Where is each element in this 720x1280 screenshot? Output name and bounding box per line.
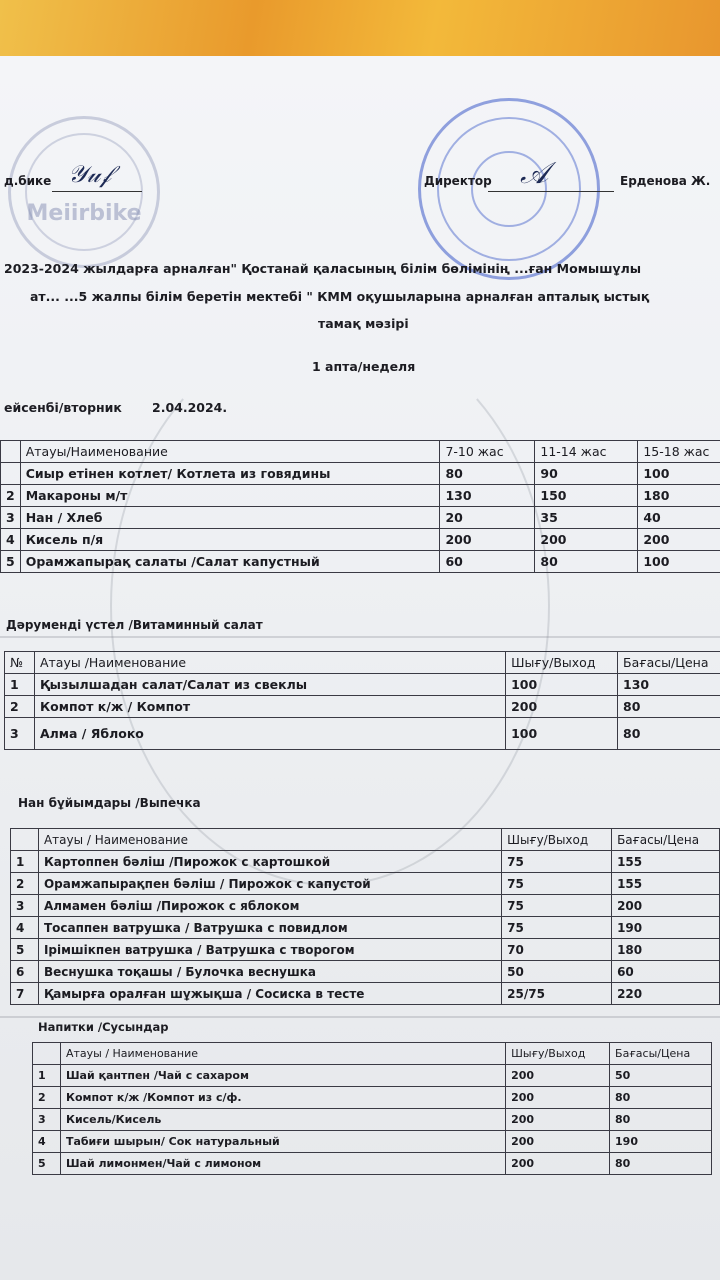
week-label: 1 апта/неделя: [312, 359, 416, 374]
table-row: 6 Веснушка тоқашы / Булочка веснушка 50 60: [11, 961, 720, 983]
table-row: 1 Картоппен бәліш /Пирожок с картошкой 75 155: [11, 851, 720, 873]
date-label: 2.04.2024.: [152, 400, 228, 415]
fold-line: [0, 1016, 720, 1018]
bakery-title: Нан бұйымдары /Выпечка: [18, 796, 201, 810]
table-header-row: Атауы / Наименование Шығу/Выход Бағасы/Цена: [33, 1043, 712, 1065]
table-row: 5 Ірімшікпен ватрушка / Ватрушка с творогом 70 180: [11, 939, 720, 961]
bakery-table: [10, 828, 720, 1005]
table-row: Сиыр етінен котлет/ Котлета из говядины 80 90 100: [1, 463, 720, 485]
title-line-2: ат... ...5 жалпы білім беретін мектебі " КММ оқушыларына арналған апталық ыстық: [30, 289, 650, 304]
drinks-title: Напитки /Сусындар: [38, 1020, 169, 1034]
left-stamp: Meiirbike: [8, 116, 160, 268]
director-name: Ерденова Ж.: [620, 174, 711, 188]
drinks-table: [32, 1042, 712, 1175]
title-line-1: 2023-2024 жылдарға арналған" Қостанай қаласының білім бөлімінің ...ған Момышұлы: [4, 261, 642, 276]
table-row: 7 Қамырға оралған шұжықша / Сосиска в тесте 25/75 220: [11, 983, 720, 1005]
table-row: 5 Шай лимонмен/Чай с лимоном 200 80: [33, 1153, 712, 1175]
vitamin-table: [4, 651, 720, 750]
table-row: 2 Орамжапырақпен бәліш / Пирожок с капустой 75 155: [11, 873, 720, 895]
table-row: 3 Алмамен бәліш /Пирожок с яблоком 75 200: [11, 895, 720, 917]
table-header-row: № Атауы /Наименование Шығу/Выход Бағасы/Цена: [5, 652, 720, 674]
vitamin-title: Дәрумендi үстел /Витаминный салат: [6, 618, 263, 632]
director-label: Директор: [424, 174, 492, 188]
table-row: 2 Компот к/ж / Компот 200 80: [5, 696, 720, 718]
title-line-3: тамақ мәзірі: [318, 316, 409, 331]
left-signature: 𝒴𝓊𝒻: [68, 160, 112, 188]
menu-sheet: [0, 56, 720, 1280]
table-row: 1 Қызылшадан салат/Салат из свеклы 100 130: [5, 674, 720, 696]
table-header-row: Атауы/Наименование 7-10 жас 11-14 жас 15-18 жас: [1, 441, 720, 463]
table-row: 4 Табиғи шырын/ Сок натуральный 200 190: [33, 1131, 712, 1153]
table-row: 4 Тосаппен ватрушка / Ватрушка с повидлом 75 190: [11, 917, 720, 939]
table-row: 3 Нан / Хлеб 20 35 40: [1, 507, 720, 529]
table-row: 1 Шай қантпен /Чай с сахаром 200 50: [33, 1065, 712, 1087]
main-menu-table: [0, 440, 720, 573]
table-row: 2 Макароны м/т 130 150 180: [1, 485, 720, 507]
director-signature: 𝒜: [520, 156, 549, 191]
day-label: ейсенбі/вторник: [4, 400, 122, 415]
table-row: 2 Компот к/ж /Компот из с/ф. 200 80: [33, 1087, 712, 1109]
table-row: 5 Орамжапырақ салаты /Салат капустный 60 80 100: [1, 551, 720, 573]
fold-line: [0, 636, 720, 638]
table-row: 3 Кисель/Кисель 200 80: [33, 1109, 712, 1131]
table-header-row: Атауы / Наименование Шығу/Выход Бағасы/Цена: [11, 829, 720, 851]
table-row: 3 Алма / Яблоко 100 80: [5, 718, 720, 750]
left-sign-label: д.бике: [4, 174, 52, 188]
table-row: 4 Кисель п/я 200 200 200: [1, 529, 720, 551]
director-stamp: [418, 98, 600, 280]
